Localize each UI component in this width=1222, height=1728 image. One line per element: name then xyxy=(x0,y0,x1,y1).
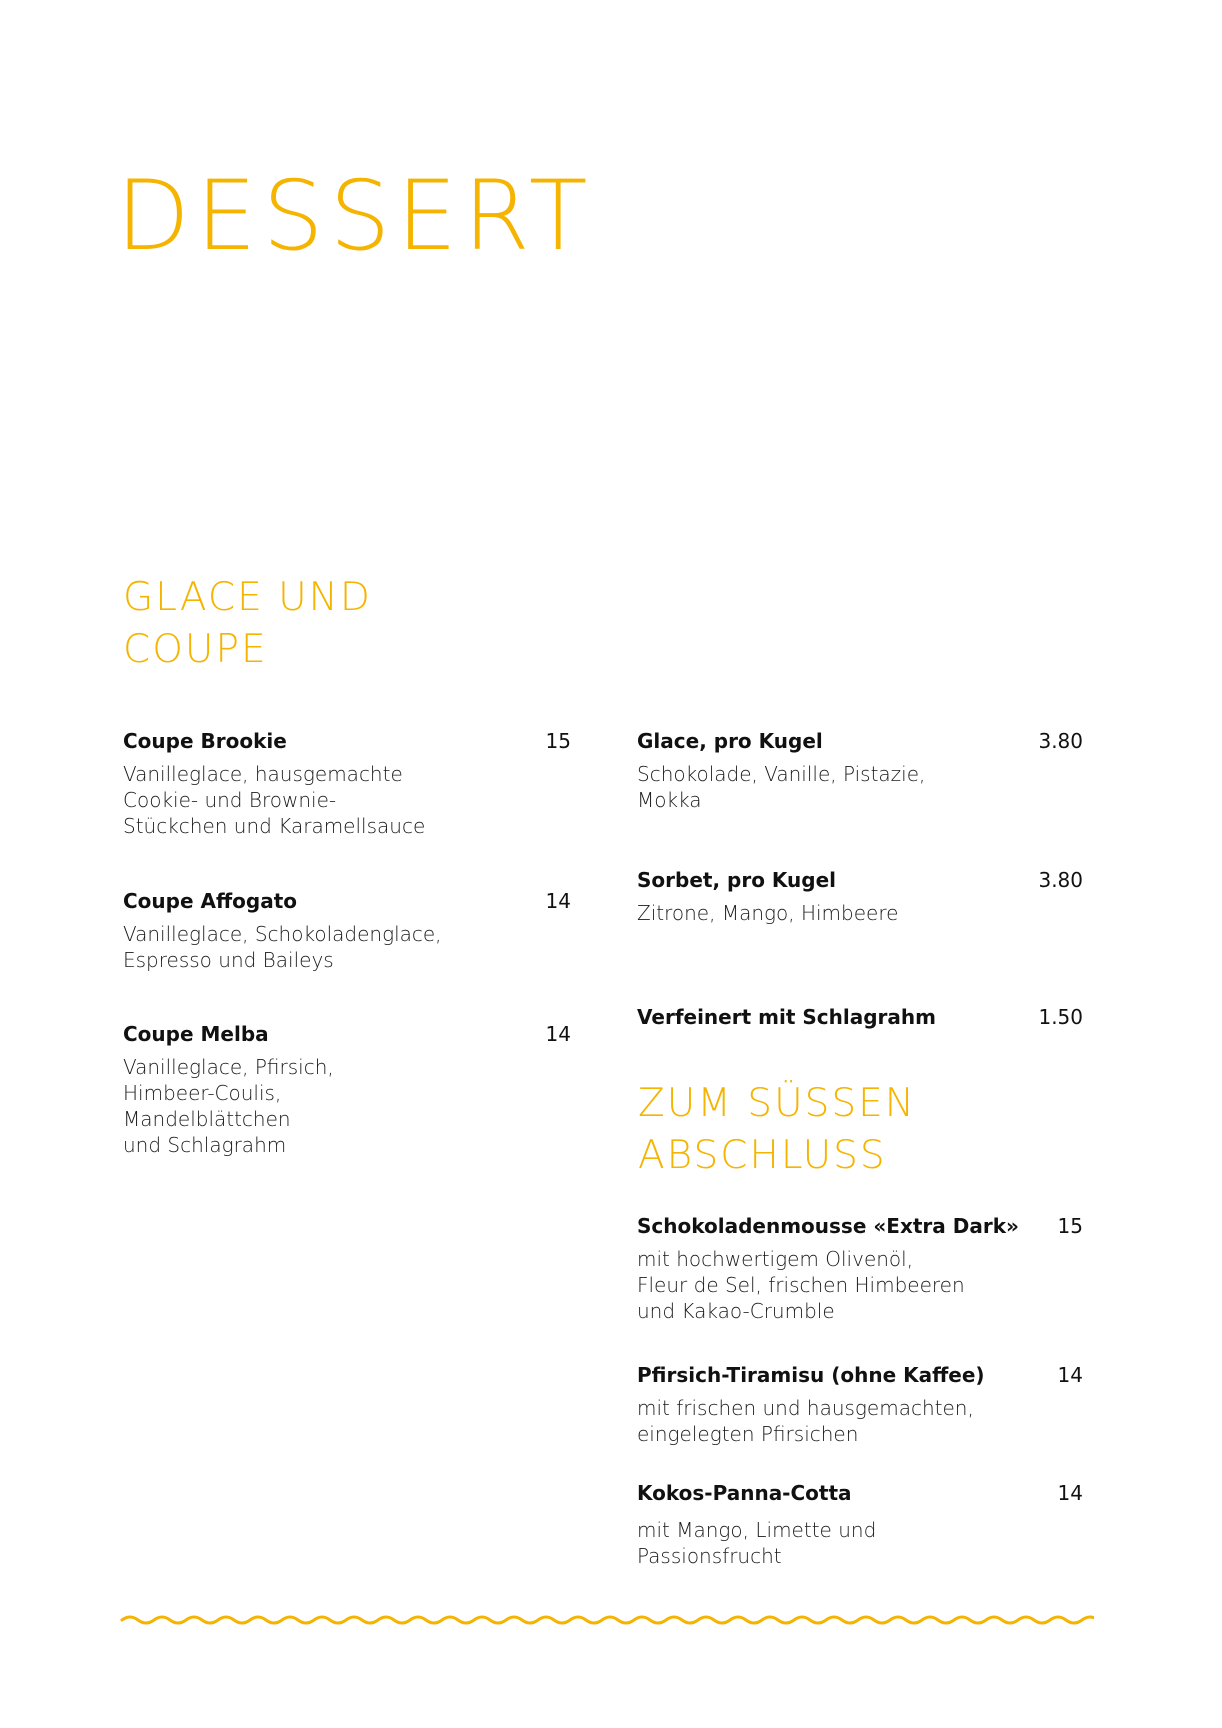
page-title: DESSERT xyxy=(116,160,594,272)
item-name: Coupe Affogato xyxy=(123,889,298,913)
item-name: Schokoladenmousse «Extra Dark» xyxy=(637,1214,1019,1238)
item-name: Pfirsich-Tiramisu (ohne Kaffee) xyxy=(637,1363,985,1387)
item-description: mit frischen und hausgemachten, eingelegten Pfirsichen xyxy=(637,1396,974,1446)
item-name: Kokos-Panna-Cotta xyxy=(637,1481,852,1505)
menu-item-glace-pro-kugel xyxy=(637,727,1083,813)
item-name: Sorbet, pro Kugel xyxy=(637,868,837,892)
item-price: 14 xyxy=(545,1022,571,1046)
item-price: 14 xyxy=(1057,1481,1083,1505)
item-description: Vanilleglace, Schokoladenglace, Espresso und Baileys xyxy=(123,922,442,972)
section-title-line: ABSCHLUSS xyxy=(638,1133,887,1178)
item-name: Verfeinert mit Schlagrahm xyxy=(637,1005,936,1029)
item-price: 15 xyxy=(545,729,571,753)
wave-divider xyxy=(120,1612,1094,1628)
section-title-zum-suessen-abschluss xyxy=(638,1078,916,1182)
wave-line xyxy=(122,1617,1094,1623)
item-description: mit Mango, Limette und Passionsfrucht xyxy=(637,1518,877,1568)
menu-item-schokoladenmousse xyxy=(637,1212,1083,1324)
item-name: Coupe Melba xyxy=(123,1022,269,1046)
item-description: Vanilleglace, hausgemachte Cookie- und Brownie- Stückchen und Karamellsauce xyxy=(123,762,426,838)
menu-item-sorbet-pro-kugel xyxy=(637,866,1083,926)
section-title-line: COUPE xyxy=(123,627,268,672)
item-description: mit hochwertigem Olivenöl, Fleur de Sel, frischen Himbeeren und Kakao-Crumble xyxy=(637,1247,965,1323)
item-name: Coupe Brookie xyxy=(123,729,287,753)
item-price: 14 xyxy=(545,889,571,913)
item-price: 1.50 xyxy=(1038,1005,1083,1029)
section-title-line: GLACE UND xyxy=(123,575,372,620)
menu-item-schlagrahm xyxy=(637,1003,1083,1031)
menu-item-coupe-affogato xyxy=(123,887,571,973)
section-title-line: ZUM SÜSSEN xyxy=(638,1081,916,1126)
menu-item-kokos-panna-cotta xyxy=(637,1479,1083,1569)
item-description: Schokolade, Vanille, Pistazie, Mokka xyxy=(637,762,926,812)
item-price: 14 xyxy=(1057,1363,1083,1387)
section-title-glace-und-coupe xyxy=(123,572,372,676)
menu-item-coupe-melba xyxy=(123,1020,571,1158)
item-name: Glace, pro Kugel xyxy=(637,729,823,753)
item-price: 15 xyxy=(1057,1214,1083,1238)
item-price: 3.80 xyxy=(1038,729,1083,753)
menu-item-pfirsich-tiramisu xyxy=(637,1361,1083,1447)
item-price: 3.80 xyxy=(1038,868,1083,892)
menu-item-coupe-brookie xyxy=(123,727,571,839)
item-description: Zitrone, Mango, Himbeere xyxy=(637,901,899,925)
item-description: Vanilleglace, Pfirsich, Himbeer-Coulis, Mandelblättchen und Schlagrahm xyxy=(123,1055,334,1157)
